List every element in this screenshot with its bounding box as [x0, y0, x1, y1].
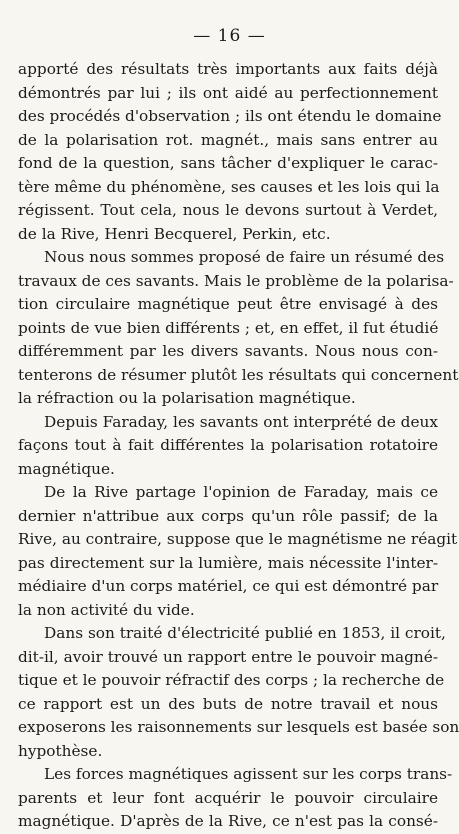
text-line: pas directement sur la lumière, mais nécessite l'inter-	[18, 553, 438, 572]
text-line: magnétique. D'après de la Rive, ce n'est pas la consé-	[18, 812, 438, 830]
text-line: Nous nous sommes proposé de faire un résumé des	[44, 248, 445, 266]
text-line: hypothèse.	[18, 741, 103, 760]
text-line: tenterons de résumer plutôt les résultats qui concernent	[18, 365, 459, 384]
text-line: Les forces magnétiques agissent sur les corps trans-	[44, 765, 453, 783]
text-line: de la Rive, Henri Becquerel, Perkin, etc.	[18, 224, 331, 243]
text-line: démontrés par lui ; ils ont aidé au perfectionnement	[18, 83, 438, 102]
text-line: apporté des résultats très importants aux faits déjà	[18, 60, 438, 78]
text-line: différemment par les divers savants. Nous nous con-	[18, 342, 438, 360]
text-line: points de vue bien différents ; et, en effet, il fut étudié	[18, 318, 439, 337]
text-line: exposerons les raisonnements sur lesquels est basée son	[18, 718, 459, 736]
text-line: dit-il, avoir trouvé un rapport entre le pouvoir magné-	[18, 647, 438, 666]
text-line: la non activité du vide.	[18, 600, 195, 619]
body-text	[18, 58, 459, 834]
text-line: travaux de ces savants. Mais le problème de la polarisa-	[18, 271, 454, 290]
text-line: tère même du phénomène, ses causes et les lois qui la	[18, 177, 440, 196]
text-line: façons tout à fait différentes la polarisation rotatoire	[18, 436, 438, 454]
text-line: De la Rive partage l'opinion de Faraday, mais ce	[44, 483, 438, 501]
text-line: médiaire d'un corps matériel, ce qui est démontré par	[18, 577, 439, 595]
text-line: tion circulaire magnétique peut être envisagé à des	[18, 295, 438, 313]
text-line: des procédés d'observation ; ils ont étendu le domaine	[18, 107, 442, 125]
page-number: — 16 —	[193, 26, 266, 46]
text-line: tique et le pouvoir réfractif des corps ; la recherche de	[18, 671, 445, 689]
text-line: fond de la question, sans tâcher d'expliquer le carac-	[18, 154, 438, 172]
text-line: magnétique.	[18, 459, 115, 478]
text-line: dernier n'attribue aux corps qu'un rôle passif; de la	[18, 506, 438, 525]
text-line: parents et leur font acquérir le pouvoir circulaire	[18, 788, 438, 807]
text-line: de la polarisation rot. magnét., mais sans entrer au	[18, 130, 438, 149]
text-line: Depuis Faraday, les savants ont interprété de deux	[44, 412, 438, 431]
text-line: Rive, au contraire, suppose que le magnétisme ne réagit	[18, 530, 458, 548]
text-line: la réfraction ou la polarisation magnétique.	[18, 389, 356, 407]
text-line: ce rapport est un des buts de notre travail et nous	[18, 694, 438, 713]
text-line: régissent. Tout cela, nous le devons surtout à Verdet,	[18, 201, 438, 219]
text-line: Dans son traité d'électricité publié en 1853, il croit,	[44, 624, 446, 642]
